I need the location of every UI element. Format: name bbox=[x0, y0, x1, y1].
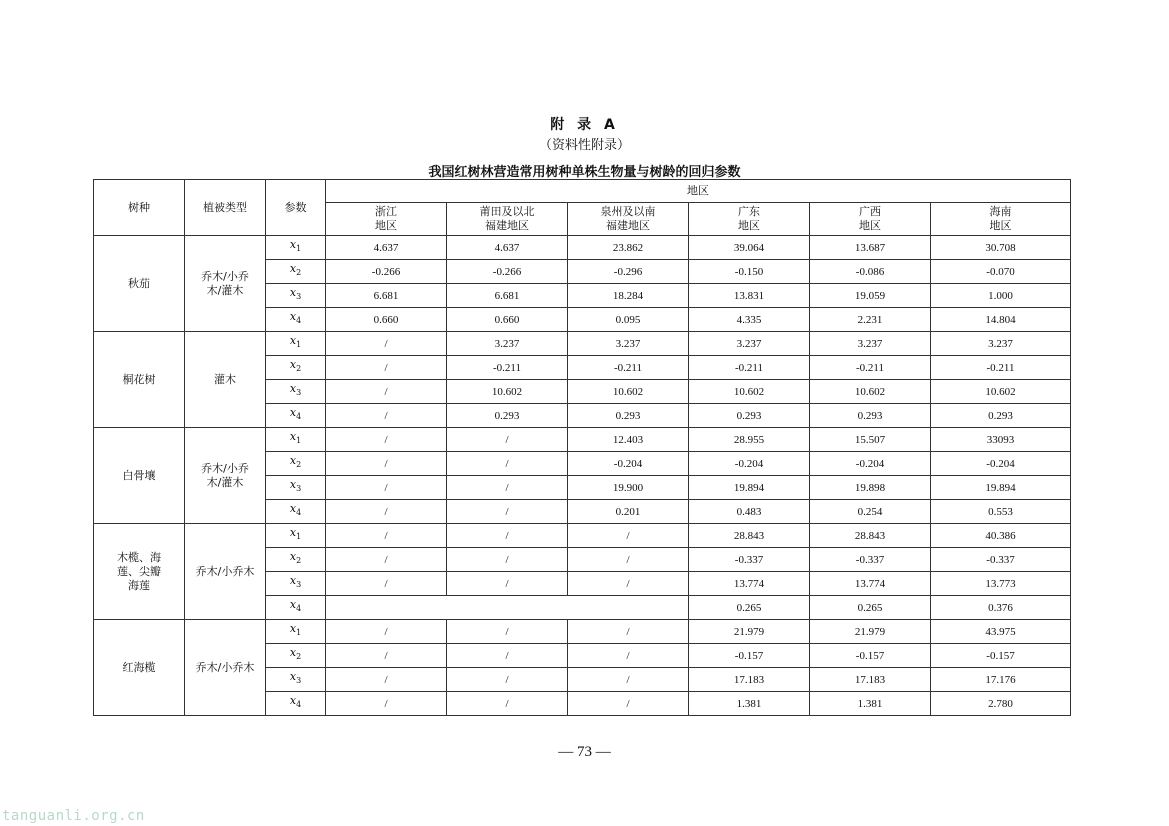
param-subscript: 1 bbox=[296, 436, 302, 446]
value-cell: 4.637 bbox=[326, 236, 447, 260]
table-caption: 我国红树林营造常用树种单株生物量与树龄的回归参数 bbox=[428, 165, 741, 180]
value-cell: 0.201 bbox=[568, 500, 689, 524]
param-letter: x bbox=[289, 358, 297, 372]
value-cell: 4.637 bbox=[447, 236, 568, 260]
region-name-line1: 海南 bbox=[989, 205, 1012, 218]
vegetation-cell: 灌木 bbox=[185, 332, 266, 428]
value-cell: -0.337 bbox=[931, 548, 1071, 572]
param-letter: x bbox=[289, 478, 297, 492]
param-cell bbox=[266, 284, 326, 308]
value-cell: 13.773 bbox=[931, 572, 1071, 596]
value-cell: -0.211 bbox=[568, 356, 689, 380]
param-cell bbox=[266, 572, 326, 596]
param-cell bbox=[266, 356, 326, 380]
value-cell: 21.979 bbox=[689, 620, 810, 644]
appendix-subtitle: （资料性附录） bbox=[538, 138, 630, 153]
param-subscript: 4 bbox=[296, 700, 302, 710]
vegetation-cell: 乔木/小乔木/灌木 bbox=[185, 428, 266, 524]
value-cell: 0.660 bbox=[326, 308, 447, 332]
param-letter: x bbox=[289, 334, 297, 348]
param-cell bbox=[266, 524, 326, 548]
value-cell: 30.708 bbox=[931, 236, 1071, 260]
value-cell: 4.335 bbox=[689, 308, 810, 332]
value-cell: 13.774 bbox=[810, 572, 931, 596]
region-name-line1: 泉州及以南 bbox=[600, 205, 656, 218]
value-cell: 28.955 bbox=[689, 428, 810, 452]
value-cell: -0.086 bbox=[810, 260, 931, 284]
value-cell: / bbox=[447, 692, 568, 716]
param-cell bbox=[266, 428, 326, 452]
region-name-line2: 地区 bbox=[738, 219, 760, 232]
param-letter: x bbox=[289, 550, 297, 564]
param-cell bbox=[266, 668, 326, 692]
species-cell: 白骨壤 bbox=[94, 428, 185, 524]
region-name-line2: 地区 bbox=[375, 219, 397, 232]
value-cell: / bbox=[326, 380, 447, 404]
value-cell: / bbox=[447, 620, 568, 644]
table-row bbox=[94, 620, 1071, 644]
header-region-4 bbox=[810, 203, 931, 236]
param-subscript: 4 bbox=[296, 412, 302, 422]
value-cell: 14.804 bbox=[931, 308, 1071, 332]
value-cell: 21.979 bbox=[810, 620, 931, 644]
species-cell: 秋茄 bbox=[94, 236, 185, 332]
param-letter: x bbox=[289, 646, 297, 660]
value-cell: 3.237 bbox=[931, 332, 1071, 356]
value-cell: 0.293 bbox=[447, 404, 568, 428]
value-cell: 0.095 bbox=[568, 308, 689, 332]
value-cell: 12.403 bbox=[568, 428, 689, 452]
param-letter: x bbox=[289, 670, 297, 684]
value-cell: -0.204 bbox=[568, 452, 689, 476]
param-subscript: 2 bbox=[296, 556, 302, 566]
value-cell: 17.183 bbox=[689, 668, 810, 692]
value-cell: 3.237 bbox=[447, 332, 568, 356]
param-letter: x bbox=[289, 238, 297, 252]
param-letter: x bbox=[289, 526, 297, 540]
param-letter: x bbox=[289, 694, 297, 708]
value-cell: 19.894 bbox=[689, 476, 810, 500]
param-cell bbox=[266, 452, 326, 476]
table-row bbox=[94, 428, 1071, 452]
value-cell: / bbox=[568, 572, 689, 596]
value-cell: 19.059 bbox=[810, 284, 931, 308]
param-letter: x bbox=[289, 382, 297, 396]
value-cell: / bbox=[326, 668, 447, 692]
value-cell: 39.064 bbox=[689, 236, 810, 260]
region-name-line1: 广西 bbox=[859, 205, 881, 218]
value-cell: 10.602 bbox=[931, 380, 1071, 404]
param-subscript: 1 bbox=[296, 340, 302, 350]
value-cell: / bbox=[326, 548, 447, 572]
value-cell: / bbox=[568, 548, 689, 572]
value-cell: / bbox=[326, 644, 447, 668]
species-cell: 桐花树 bbox=[94, 332, 185, 428]
value-cell: 0.265 bbox=[810, 596, 931, 620]
param-letter: x bbox=[289, 598, 297, 612]
param-cell bbox=[266, 692, 326, 716]
species-cell: 红海榄 bbox=[94, 620, 185, 716]
header-region: 地区 bbox=[326, 180, 1071, 203]
value-cell: / bbox=[447, 572, 568, 596]
header-region-1 bbox=[447, 203, 568, 236]
value-cell: 28.843 bbox=[810, 524, 931, 548]
table-row bbox=[94, 524, 1071, 548]
value-cell: / bbox=[326, 572, 447, 596]
value-cell: 1.381 bbox=[689, 692, 810, 716]
value-cell: 2.780 bbox=[931, 692, 1071, 716]
param-letter: x bbox=[289, 454, 297, 468]
value-cell: / bbox=[326, 404, 447, 428]
header-region-0 bbox=[326, 203, 447, 236]
value-cell: 3.237 bbox=[568, 332, 689, 356]
value-cell: -0.211 bbox=[931, 356, 1071, 380]
value-cell: 2.231 bbox=[810, 308, 931, 332]
value-cell: -0.157 bbox=[689, 644, 810, 668]
value-cell: 17.183 bbox=[810, 668, 931, 692]
param-subscript: 4 bbox=[296, 508, 302, 518]
value-cell: / bbox=[447, 428, 568, 452]
param-cell bbox=[266, 548, 326, 572]
value-cell: -0.150 bbox=[689, 260, 810, 284]
value-cell: 0.293 bbox=[689, 404, 810, 428]
value-cell: -0.337 bbox=[810, 548, 931, 572]
species-cell: 木榄、海莲、尖瓣海莲 bbox=[94, 524, 185, 620]
value-cell: 23.862 bbox=[568, 236, 689, 260]
param-subscript: 3 bbox=[296, 484, 302, 494]
value-cell: -0.211 bbox=[689, 356, 810, 380]
value-cell: -0.204 bbox=[810, 452, 931, 476]
value-cell: / bbox=[568, 644, 689, 668]
value-cell bbox=[326, 596, 689, 620]
value-cell: / bbox=[568, 620, 689, 644]
param-letter: x bbox=[289, 574, 297, 588]
header-param: 参数 bbox=[266, 180, 326, 236]
param-letter: x bbox=[289, 406, 297, 420]
value-cell: 10.602 bbox=[689, 380, 810, 404]
param-cell bbox=[266, 596, 326, 620]
value-cell: 43.975 bbox=[931, 620, 1071, 644]
param-cell bbox=[266, 620, 326, 644]
value-cell: / bbox=[326, 692, 447, 716]
value-cell: / bbox=[447, 452, 568, 476]
regression-parameter-table bbox=[93, 179, 1071, 716]
page-number: — 73 — bbox=[558, 744, 611, 760]
param-subscript: 2 bbox=[296, 652, 302, 662]
value-cell: / bbox=[326, 332, 447, 356]
region-name-line2: 地区 bbox=[989, 219, 1012, 232]
value-cell: 0.660 bbox=[447, 308, 568, 332]
region-name-line2: 福建地区 bbox=[485, 219, 529, 232]
header-region-2 bbox=[568, 203, 689, 236]
value-cell: / bbox=[447, 524, 568, 548]
param-letter: x bbox=[289, 430, 297, 444]
value-cell: 0.293 bbox=[568, 404, 689, 428]
value-cell: -0.211 bbox=[810, 356, 931, 380]
header-region-5 bbox=[931, 203, 1071, 236]
value-cell: -0.337 bbox=[689, 548, 810, 572]
value-cell: 10.602 bbox=[568, 380, 689, 404]
value-cell: / bbox=[447, 548, 568, 572]
value-cell: 0.265 bbox=[689, 596, 810, 620]
param-cell bbox=[266, 500, 326, 524]
value-cell: -0.211 bbox=[447, 356, 568, 380]
header-vegetation: 植被类型 bbox=[185, 180, 266, 236]
value-cell: 3.237 bbox=[810, 332, 931, 356]
param-cell bbox=[266, 404, 326, 428]
value-cell: -0.070 bbox=[931, 260, 1071, 284]
value-cell: / bbox=[568, 524, 689, 548]
param-subscript: 3 bbox=[296, 580, 302, 590]
value-cell: 0.553 bbox=[931, 500, 1071, 524]
value-cell: / bbox=[447, 500, 568, 524]
watermark: tanguanli.org.cn bbox=[2, 808, 145, 824]
value-cell: / bbox=[447, 668, 568, 692]
region-name-line1: 莆田及以北 bbox=[479, 205, 535, 218]
param-subscript: 1 bbox=[296, 532, 302, 542]
value-cell: / bbox=[447, 476, 568, 500]
value-cell: -0.296 bbox=[568, 260, 689, 284]
value-cell: 0.293 bbox=[931, 404, 1071, 428]
value-cell: / bbox=[326, 500, 447, 524]
param-subscript: 2 bbox=[296, 268, 302, 278]
value-cell: -0.157 bbox=[810, 644, 931, 668]
value-cell: 18.284 bbox=[568, 284, 689, 308]
value-cell: 40.386 bbox=[931, 524, 1071, 548]
value-cell: 10.602 bbox=[810, 380, 931, 404]
value-cell: 6.681 bbox=[447, 284, 568, 308]
value-cell: 0.254 bbox=[810, 500, 931, 524]
value-cell: 13.831 bbox=[689, 284, 810, 308]
value-cell: 0.483 bbox=[689, 500, 810, 524]
region-name-line1: 浙江 bbox=[375, 205, 397, 218]
value-cell: 15.507 bbox=[810, 428, 931, 452]
value-cell: 28.843 bbox=[689, 524, 810, 548]
appendix-title: 附 录 A bbox=[550, 117, 619, 133]
value-cell: / bbox=[326, 524, 447, 548]
param-subscript: 3 bbox=[296, 292, 302, 302]
value-cell: / bbox=[326, 620, 447, 644]
param-cell bbox=[266, 236, 326, 260]
param-cell bbox=[266, 644, 326, 668]
value-cell: 3.237 bbox=[689, 332, 810, 356]
value-cell: -0.204 bbox=[689, 452, 810, 476]
param-letter: x bbox=[289, 502, 297, 516]
value-cell: 6.681 bbox=[326, 284, 447, 308]
param-letter: x bbox=[289, 310, 297, 324]
value-cell: 0.376 bbox=[931, 596, 1071, 620]
param-cell bbox=[266, 260, 326, 284]
value-cell: -0.204 bbox=[931, 452, 1071, 476]
table-row bbox=[94, 236, 1071, 260]
value-cell: 17.176 bbox=[931, 668, 1071, 692]
value-cell: 19.900 bbox=[568, 476, 689, 500]
param-cell bbox=[266, 476, 326, 500]
value-cell: 1.381 bbox=[810, 692, 931, 716]
value-cell: / bbox=[568, 668, 689, 692]
param-cell bbox=[266, 332, 326, 356]
param-letter: x bbox=[289, 286, 297, 300]
value-cell: 33093 bbox=[931, 428, 1071, 452]
value-cell: 0.293 bbox=[810, 404, 931, 428]
param-subscript: 1 bbox=[296, 244, 302, 254]
region-name-line2: 地区 bbox=[859, 219, 881, 232]
value-cell: 10.602 bbox=[447, 380, 568, 404]
param-subscript: 2 bbox=[296, 460, 302, 470]
vegetation-cell: 乔木/小乔木/灌木 bbox=[185, 236, 266, 332]
header-region-3 bbox=[689, 203, 810, 236]
header-species: 树种 bbox=[94, 180, 185, 236]
param-cell bbox=[266, 308, 326, 332]
value-cell: 19.898 bbox=[810, 476, 931, 500]
value-cell: / bbox=[447, 644, 568, 668]
vegetation-cell: 乔木/小乔木 bbox=[185, 620, 266, 716]
vegetation-cell: 乔木/小乔木 bbox=[185, 524, 266, 620]
value-cell: / bbox=[326, 428, 447, 452]
value-cell: 19.894 bbox=[931, 476, 1071, 500]
value-cell: 13.774 bbox=[689, 572, 810, 596]
param-cell bbox=[266, 380, 326, 404]
param-subscript: 4 bbox=[296, 316, 302, 326]
param-subscript: 3 bbox=[296, 676, 302, 686]
param-subscript: 3 bbox=[296, 388, 302, 398]
value-cell: / bbox=[326, 476, 447, 500]
value-cell: -0.266 bbox=[447, 260, 568, 284]
region-name-line1: 广东 bbox=[738, 205, 760, 218]
value-cell: / bbox=[326, 356, 447, 380]
param-letter: x bbox=[289, 262, 297, 276]
value-cell: -0.266 bbox=[326, 260, 447, 284]
table-row bbox=[94, 332, 1071, 356]
value-cell: -0.157 bbox=[931, 644, 1071, 668]
param-subscript: 1 bbox=[296, 628, 302, 638]
value-cell: 13.687 bbox=[810, 236, 931, 260]
param-letter: x bbox=[289, 622, 297, 636]
value-cell: 1.000 bbox=[931, 284, 1071, 308]
value-cell: / bbox=[568, 692, 689, 716]
param-subscript: 2 bbox=[296, 364, 302, 374]
region-name-line2: 福建地区 bbox=[606, 219, 650, 232]
value-cell: / bbox=[326, 452, 447, 476]
param-subscript: 4 bbox=[296, 604, 302, 614]
